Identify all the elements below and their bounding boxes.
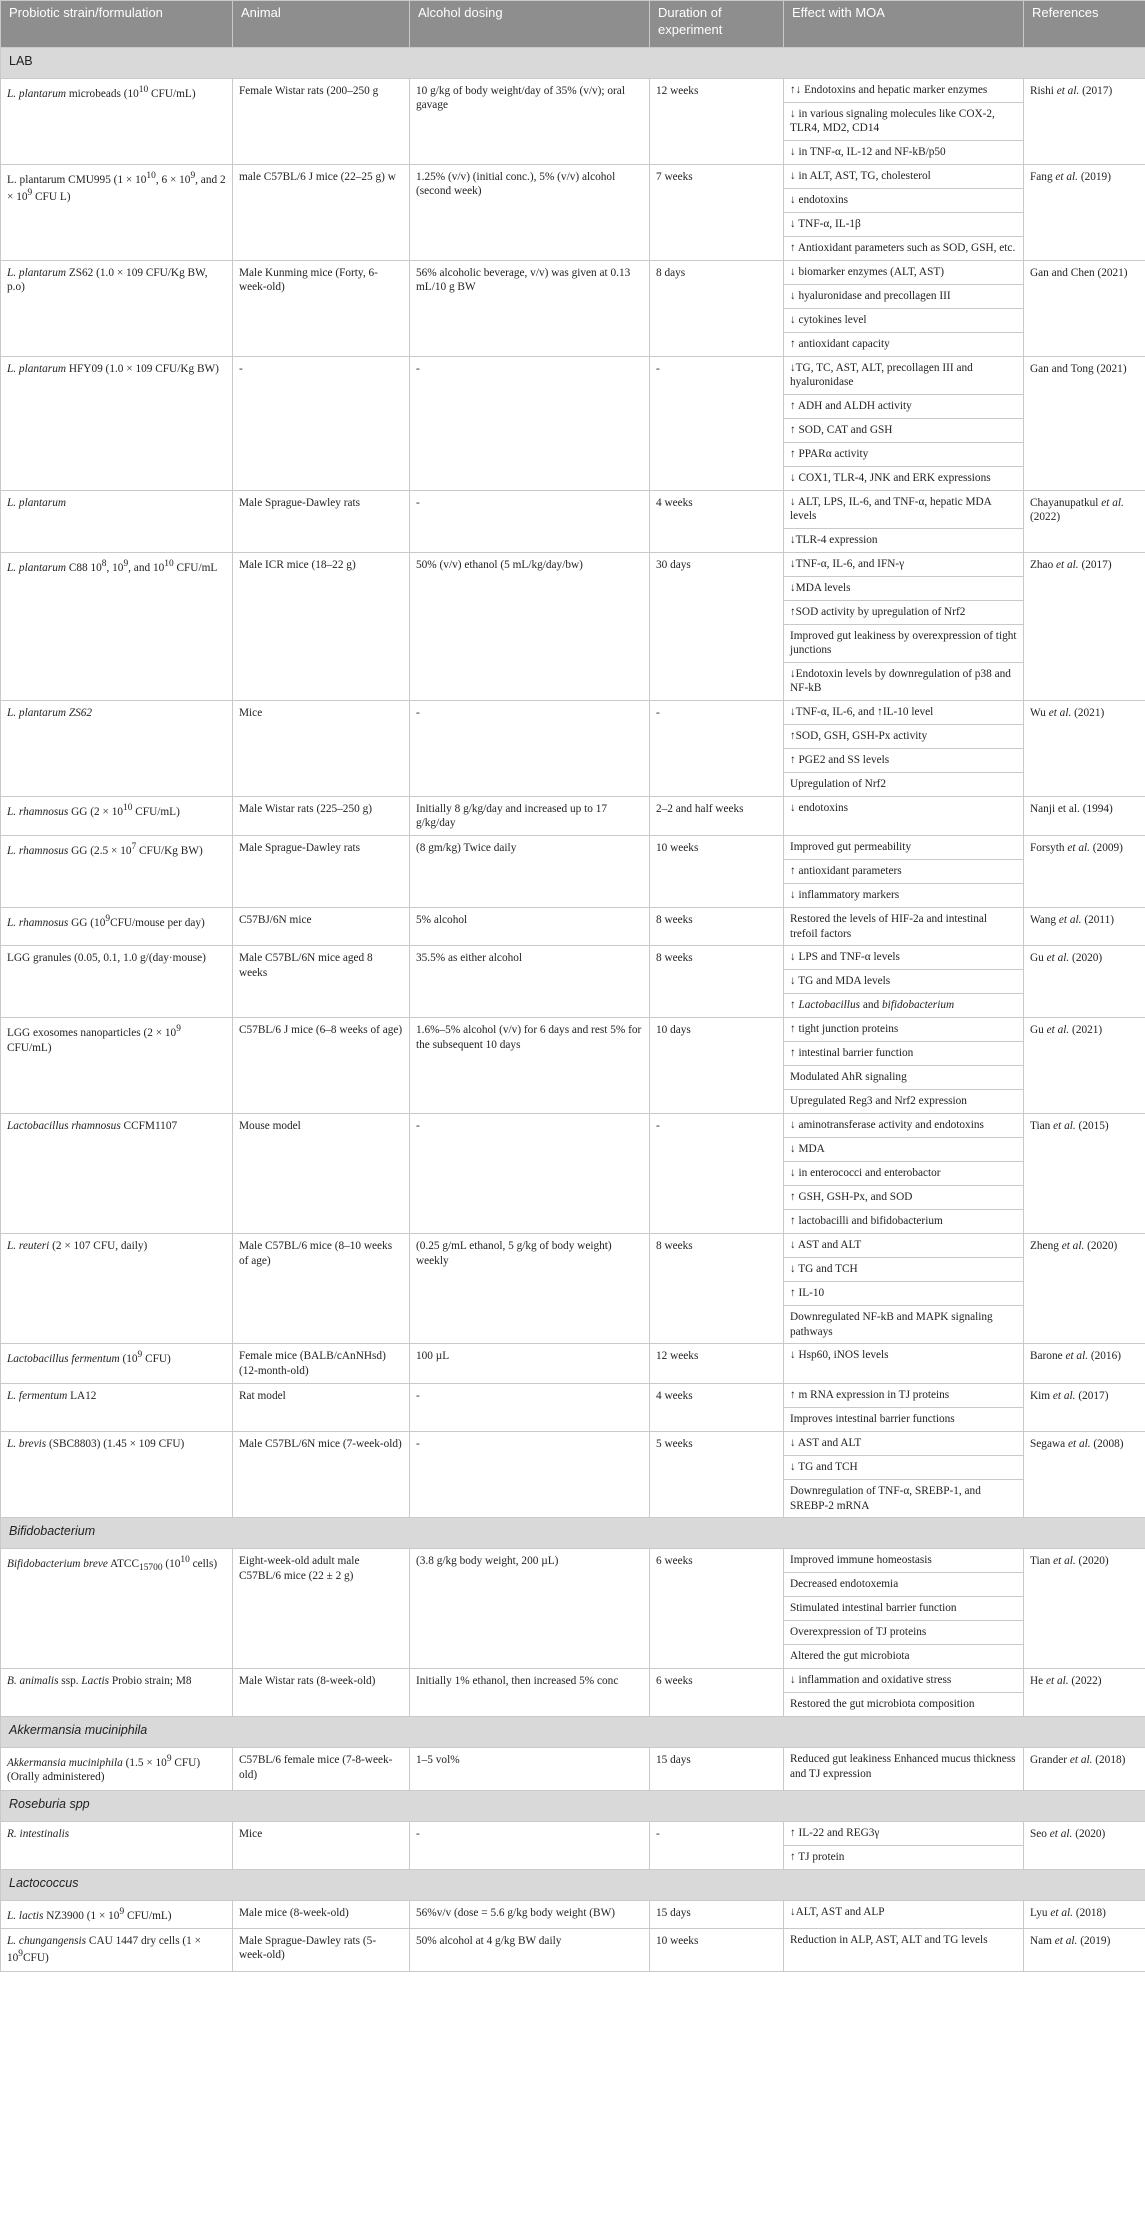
- table-row: [1, 1821, 1145, 1869]
- reference-cell: Gan and Chen (2021): [1024, 260, 1145, 356]
- effect-item: ↑ lactobacilli and bifidobacterium: [790, 1215, 943, 1228]
- duration-cell: 7 weeks: [650, 164, 784, 260]
- duration-cell: 4 weeks: [650, 490, 784, 552]
- effect-item: ↓ aminotransferase activity and endotoxins: [784, 1114, 1023, 1138]
- animal-cell: Male Wistar rats (8-week-old): [233, 1669, 410, 1717]
- effect-item: ↓ AST and ALT: [784, 1432, 1023, 1456]
- dosing-cell: Initially 8 g/kg/day and increased up to 17 g/kg/day: [410, 796, 650, 836]
- effect-item: ↑ m RNA expression in TJ proteins: [784, 1384, 1023, 1408]
- dosing-cell: 10 g/kg of body weight/day of 35% (v/v); oral gavage: [410, 79, 650, 165]
- effect-item: ↓ TG and TCH: [784, 1456, 1023, 1480]
- effect-item: ↑ antioxidant capacity: [790, 337, 890, 350]
- animal-cell: Mice: [233, 1821, 410, 1869]
- duration-cell: 30 days: [650, 552, 784, 700]
- animal-cell: Male Sprague-Dawley rats: [233, 836, 410, 908]
- duration-cell: -: [650, 700, 784, 796]
- animal-cell: Mouse model: [233, 1114, 410, 1234]
- reference-cell: Zhao et al. (2017): [1024, 552, 1145, 700]
- table-row: [1, 1669, 1145, 1717]
- table-row: [1, 164, 1145, 260]
- effect-item: ↓ in ALT, AST, TG, cholesterol: [784, 165, 1023, 189]
- dosing-cell: 100 µL: [410, 1344, 650, 1384]
- reference-cell: Barone et al. (2016): [1024, 1344, 1145, 1384]
- strain-cell: B. animalis ssp. Lactis Probio strain; M8: [1, 1669, 233, 1717]
- duration-cell: 8 weeks: [650, 946, 784, 1018]
- reference-cell: Gan and Tong (2021): [1024, 356, 1145, 490]
- effect-item: ↓TNF-α, IL-6, and IFN-γ: [784, 553, 1023, 577]
- effect-item: ↓Endotoxin levels by downregulation of p38 and NF-kB: [790, 667, 1011, 695]
- animal-cell: C57BL/6 J mice (6–8 weeks of age): [233, 1018, 410, 1114]
- table-row: [1, 79, 1145, 165]
- dosing-cell: -: [410, 490, 650, 552]
- effect-cell: [784, 356, 1024, 490]
- animal-cell: Male Sprague-Dawley rats (5-week-old): [233, 1928, 410, 1971]
- effect-item: Reduced gut leakiness Enhanced mucus thickness and TJ expression: [790, 1753, 1016, 1780]
- animal-cell: Male C57BL/6 mice (8–10 weeks of age): [233, 1234, 410, 1344]
- effect-cell: [784, 908, 1024, 946]
- effect-item: ↓ ALT, LPS, IL-6, and TNF-α, hepatic MDA levels: [784, 491, 1023, 529]
- dosing-cell: (8 gm/kg) Twice daily: [410, 836, 650, 908]
- animal-cell: -: [233, 356, 410, 490]
- effect-cell: [784, 1234, 1024, 1344]
- animal-cell: Female mice (BALB/cAnNHsd) (12-month-old): [233, 1344, 410, 1384]
- strain-cell: Bifidobacterium breve $ATCC_{15700}$ ($10^{10}$ cells): [1, 1549, 233, 1669]
- dosing-cell: (3.8 g/kg body weight, 200 µL): [410, 1549, 650, 1669]
- effect-item: ↑ GSH, GSH-Px, and SOD: [784, 1186, 1023, 1210]
- dosing-cell: 35.5% as either alcohol: [410, 946, 650, 1018]
- reference-cell: Kim et al. (2017): [1024, 1384, 1145, 1432]
- dosing-cell: -: [410, 700, 650, 796]
- table-row: [1, 260, 1145, 356]
- duration-cell: 10 weeks: [650, 836, 784, 908]
- effect-cell: [784, 552, 1024, 700]
- strain-cell: L. chungangensis CAU 1447 dry cells $(1 \times 10^9CFU)$: [1, 1928, 233, 1971]
- strain-cell: Lactobacillus rhamnosus CCFM1107: [1, 1114, 233, 1234]
- effect-item: Improves intestinal barrier functions: [790, 1413, 955, 1426]
- table-row: [1, 1018, 1145, 1114]
- reference-cell: Wang et al. (2011): [1024, 908, 1145, 946]
- table-row: [1, 1432, 1145, 1518]
- effect-cell: [784, 1549, 1024, 1669]
- effect-item: ↓ COX1, TLR-4, JNK and ERK expressions: [790, 471, 991, 484]
- header-references: References: [1024, 1, 1145, 48]
- section-header-row: [1, 1790, 1145, 1821]
- table-row: [1, 836, 1145, 908]
- effect-item: Upregulated Reg3 and Nrf2 expression: [790, 1095, 967, 1108]
- strain-cell: L. plantarum CMU995 ($1 \times 10^{10}$, $6 \times 10^9$, and $2 \times 10^9$ CFU L): [1, 164, 233, 260]
- table-row: [1, 1748, 1145, 1791]
- effect-item: Modulated AhR signaling: [784, 1066, 1023, 1090]
- strain-cell: L. plantarum C88 $10^8$, $10^9$, and $10^{10}$ CFU/mL: [1, 552, 233, 700]
- effect-item: ↑ PGE2 and SS levels: [784, 749, 1023, 773]
- animal-cell: male C57BL/6 J mice (22–25 g) w: [233, 164, 410, 260]
- animal-cell: Male C57BL/6N mice (7-week-old): [233, 1432, 410, 1518]
- animal-cell: Rat model: [233, 1384, 410, 1432]
- strain-cell: R. intestinalis: [1, 1821, 233, 1869]
- effect-item: ↑ IL-22 and REG3γ: [784, 1822, 1023, 1846]
- effect-item: ↓ in enterococci and enterobactor: [784, 1162, 1023, 1186]
- dosing-cell: -: [410, 1432, 650, 1518]
- effect-item: ↓ MDA: [784, 1138, 1023, 1162]
- dosing-cell: 1.25% (v/v) (initial conc.), 5% (v/v) alcohol (second week): [410, 164, 650, 260]
- strain-cell: L. reuteri (2 × 107 CFU, daily): [1, 1234, 233, 1344]
- effect-item: ↑ Lactobacillus and bifidobacterium: [790, 999, 955, 1012]
- strain-cell: L. fermentum LA12: [1, 1384, 233, 1432]
- strain-cell: Lactobacillus fermentum ($10^9$ CFU): [1, 1344, 233, 1384]
- effect-item: ↓ TG and TCH: [784, 1258, 1023, 1282]
- effect-item: ↑ tight junction proteins: [784, 1018, 1023, 1042]
- dosing-cell: -: [410, 1821, 650, 1869]
- animal-cell: Female Wistar rats (200–250 g: [233, 79, 410, 165]
- effect-cell: [784, 700, 1024, 796]
- effect-cell: [784, 1018, 1024, 1114]
- effect-cell: [784, 1928, 1024, 1971]
- strain-cell: L. plantarum ZS62: [1, 700, 233, 796]
- header-animal: Animal: [233, 1, 410, 48]
- animal-cell: Male mice (8-week-old): [233, 1900, 410, 1928]
- reference-cell: Nam et al. (2019): [1024, 1928, 1145, 1971]
- header-strain: Probiotic strain/formulation: [1, 1, 233, 48]
- duration-cell: 8 weeks: [650, 908, 784, 946]
- effect-item: ↓ TG and MDA levels: [784, 970, 1023, 994]
- effect-cell: [784, 164, 1024, 260]
- effect-item: ↓ cytokines level: [784, 309, 1023, 333]
- strain-cell: L. plantarum: [1, 490, 233, 552]
- reference-cell: Seo et al. (2020): [1024, 1821, 1145, 1869]
- table-row: [1, 700, 1145, 796]
- animal-cell: Eight-week-old adult male C57BL/6 mice (22 ± 2 g): [233, 1549, 410, 1669]
- duration-cell: -: [650, 1821, 784, 1869]
- duration-cell: -: [650, 1114, 784, 1234]
- header-effect: Effect with MOA: [784, 1, 1024, 48]
- effect-cell: [784, 1748, 1024, 1791]
- effect-item: Restored the gut microbiota composition: [790, 1698, 975, 1711]
- duration-cell: 8 days: [650, 260, 784, 356]
- effect-item: ↓ LPS and TNF-α levels: [784, 946, 1023, 970]
- reference-cell: Wu et al. (2021): [1024, 700, 1145, 796]
- effect-item: ↓ endotoxins: [784, 189, 1023, 213]
- duration-cell: 2–2 and half weeks: [650, 796, 784, 836]
- reference-cell: Forsyth et al. (2009): [1024, 836, 1145, 908]
- dosing-cell: 1–5 vol%: [410, 1748, 650, 1791]
- header-alcohol-dosing: Alcohol dosing: [410, 1, 650, 48]
- effect-item: ↑ intestinal barrier function: [784, 1042, 1023, 1066]
- table-row: [1, 552, 1145, 700]
- effect-item: Restored the levels of HIF-2a and intestinal trefoil factors: [790, 913, 988, 940]
- section-title: Bifidobacterium: [1, 1518, 1145, 1549]
- effect-item: ↑SOD activity by upregulation of Nrf2: [784, 601, 1023, 625]
- effect-cell: [784, 1114, 1024, 1234]
- effect-item: Improved immune homeostasis: [784, 1549, 1023, 1573]
- effect-item: ↓ AST and ALT: [784, 1234, 1023, 1258]
- effect-item: ↓ inflammation and oxidative stress: [784, 1669, 1023, 1693]
- effect-cell: [784, 796, 1024, 836]
- reference-cell: Lyu et al. (2018): [1024, 1900, 1145, 1928]
- section-header-row: [1, 1869, 1145, 1900]
- duration-cell: 10 weeks: [650, 1928, 784, 1971]
- effect-item: ↓TNF-α, IL-6, and ↑IL-10 level: [784, 701, 1023, 725]
- animal-cell: C57BJ/6N mice: [233, 908, 410, 946]
- effect-item: Reduction in ALP, AST, ALT and TG levels: [790, 1933, 988, 1946]
- effect-item: ↓ALT, AST and ALP: [790, 1905, 885, 1918]
- effect-item: ↑ TJ protein: [790, 1850, 845, 1863]
- animal-cell: Male Wistar rats (225–250 g): [233, 796, 410, 836]
- duration-cell: 8 weeks: [650, 1234, 784, 1344]
- dosing-cell: 50% (v/v) ethanol (5 mL/kg/day/bw): [410, 552, 650, 700]
- strain-cell: L. plantarum HFY09 (1.0 × 109 CFU/Kg BW): [1, 356, 233, 490]
- reference-cell: Gu et al. (2021): [1024, 1018, 1145, 1114]
- reference-cell: He et al. (2022): [1024, 1669, 1145, 1717]
- effect-item: ↑↓ Endotoxins and hepatic marker enzymes: [784, 79, 1023, 103]
- dosing-cell: 56%v/v (dose = 5.6 g/kg body weight (BW): [410, 1900, 650, 1928]
- dosing-cell: (0.25 g/mL ethanol, 5 g/kg of body weight) weekly: [410, 1234, 650, 1344]
- animal-cell: Male Kunming mice (Forty, 6-week-old): [233, 260, 410, 356]
- reference-cell: Tian et al. (2015): [1024, 1114, 1145, 1234]
- section-title: Roseburia spp: [1, 1790, 1145, 1821]
- effect-item: ↑ PPARα activity: [784, 443, 1023, 467]
- duration-cell: -: [650, 356, 784, 490]
- effect-item: ↑ Antioxidant parameters such as SOD, GSH, etc.: [790, 241, 1016, 254]
- dosing-cell: 1.6%–5% alcohol (v/v) for 6 days and rest 5% for the subsequent 10 days: [410, 1018, 650, 1114]
- effect-item: ↑SOD, GSH, GSH-Px activity: [784, 725, 1023, 749]
- duration-cell: 10 days: [650, 1018, 784, 1114]
- table-row: [1, 1928, 1145, 1971]
- animal-cell: C57BL/6 female mice (7-8-week-old): [233, 1748, 410, 1791]
- reference-cell: Tian et al. (2020): [1024, 1549, 1145, 1669]
- table-body: [1, 48, 1145, 1972]
- effect-cell: [784, 1821, 1024, 1869]
- effect-item: ↓ endotoxins: [790, 801, 849, 814]
- dosing-cell: Initially 1% ethanol, then increased 5% conc: [410, 1669, 650, 1717]
- animal-cell: Male Sprague-Dawley rats: [233, 490, 410, 552]
- strain-cell: L. rhamnosus GG ($2 \times 10^{10}$ CFU/mL): [1, 796, 233, 836]
- section-header-row: [1, 1717, 1145, 1748]
- animal-cell: Male ICR mice (18–22 g): [233, 552, 410, 700]
- effect-item: Stimulated intestinal barrier function: [784, 1597, 1023, 1621]
- effect-item: Decreased endotoxemia: [784, 1573, 1023, 1597]
- table-row: [1, 1384, 1145, 1432]
- section-title: Akkermansia muciniphila: [1, 1717, 1145, 1748]
- strain-cell: L. rhamnosus GG ($10^9CFU$/mouse per day): [1, 908, 233, 946]
- duration-cell: 15 days: [650, 1748, 784, 1791]
- effect-item: Improved gut leakiness by overexpression of tight junctions: [784, 625, 1023, 663]
- table-row: [1, 1234, 1145, 1344]
- effect-cell: [784, 1432, 1024, 1518]
- effect-item: ↓ Hsp60, iNOS levels: [790, 1349, 889, 1362]
- effect-item: ↓ in TNF-α, IL-12 and NF-kB/p50: [790, 145, 946, 158]
- animal-cell: Mice: [233, 700, 410, 796]
- effect-item: ↑ SOD, CAT and GSH: [784, 419, 1023, 443]
- strain-cell: LGG exosomes nanoparticles ($2 \times 10^9$ CFU/mL): [1, 1018, 233, 1114]
- table-row: [1, 1549, 1145, 1669]
- effect-item: ↑ ADH and ALDH activity: [784, 395, 1023, 419]
- dosing-cell: -: [410, 1384, 650, 1432]
- effect-item: ↓ biomarker enzymes (ALT, AST): [784, 261, 1023, 285]
- strain-cell: Akkermansia muciniphila ($1.5 \times 10^9$ CFU) (Orally administered): [1, 1748, 233, 1791]
- strain-cell: L. plantarum ZS62 (1.0 × 109 CFU/Kg BW, p.o): [1, 260, 233, 356]
- effect-item: Downregulation of TNF-α, SREBP-1, and SREBP-2 mRNA: [790, 1485, 981, 1512]
- effect-item: Altered the gut microbiota: [790, 1650, 910, 1663]
- effect-cell: [784, 490, 1024, 552]
- duration-cell: 12 weeks: [650, 79, 784, 165]
- effect-item: ↓ in various signaling molecules like COX-2, TLR4, MD2, CD14: [784, 103, 1023, 141]
- effect-cell: [784, 1384, 1024, 1432]
- effect-item: Overexpression of TJ proteins: [784, 1621, 1023, 1645]
- table-row: [1, 796, 1145, 836]
- table-row: [1, 908, 1145, 946]
- table-row: [1, 490, 1145, 552]
- table-row: [1, 946, 1145, 1018]
- dosing-cell: 56% alcoholic beverage, v/v) was given at 0.13 mL/10 g BW: [410, 260, 650, 356]
- effect-cell: [784, 946, 1024, 1018]
- effect-item: ↓ inflammatory markers: [790, 889, 900, 902]
- animal-cell: Male C57BL/6N mice aged 8 weeks: [233, 946, 410, 1018]
- dosing-cell: -: [410, 356, 650, 490]
- duration-cell: 5 weeks: [650, 1432, 784, 1518]
- section-title: LAB: [1, 48, 1145, 79]
- dosing-cell: 5% alcohol: [410, 908, 650, 946]
- duration-cell: 4 weeks: [650, 1384, 784, 1432]
- effect-item: ↑ antioxidant parameters: [784, 860, 1023, 884]
- effect-item: Upregulation of Nrf2: [790, 777, 886, 790]
- section-title: Lactococcus: [1, 1869, 1145, 1900]
- effect-cell: [784, 79, 1024, 165]
- strain-cell: L. brevis (SBC8803) (1.45 × 109 CFU): [1, 1432, 233, 1518]
- reference-cell: Grander et al. (2018): [1024, 1748, 1145, 1791]
- dosing-cell: 50% alcohol at 4 g/kg BW daily: [410, 1928, 650, 1971]
- effect-item: ↓TG, TC, AST, ALT, precollagen III and hyaluronidase: [784, 357, 1023, 395]
- effect-item: Improved gut permeability: [784, 836, 1023, 860]
- effect-item: ↓ TNF-α, IL-1β: [784, 213, 1023, 237]
- effect-item: ↓MDA levels: [784, 577, 1023, 601]
- reference-cell: Segawa et al. (2008): [1024, 1432, 1145, 1518]
- header-duration: Duration of experiment: [650, 1, 784, 48]
- effect-item: ↑ IL-10: [784, 1282, 1023, 1306]
- effect-cell: [784, 1900, 1024, 1928]
- effect-cell: [784, 1344, 1024, 1384]
- duration-cell: 6 weeks: [650, 1549, 784, 1669]
- header-row: [1, 1, 1145, 48]
- duration-cell: 15 days: [650, 1900, 784, 1928]
- effect-cell: [784, 836, 1024, 908]
- effect-item: ↓TLR-4 expression: [790, 533, 878, 546]
- strain-cell: L. lactis NZ3900 ($1 \times 10^9$ CFU/mL): [1, 1900, 233, 1928]
- effect-item: ↓ hyaluronidase and precollagen III: [784, 285, 1023, 309]
- reference-cell: Chayanupatkul et al. (2022): [1024, 490, 1145, 552]
- reference-cell: Rishi et al. (2017): [1024, 79, 1145, 165]
- table-row: [1, 1114, 1145, 1234]
- reference-cell: Fang et al. (2019): [1024, 164, 1145, 260]
- duration-cell: 12 weeks: [650, 1344, 784, 1384]
- strain-cell: L. rhamnosus GG ($2.5 \times 10^7$ CFU/Kg BW): [1, 836, 233, 908]
- reference-cell: Zheng et al. (2020): [1024, 1234, 1145, 1344]
- reference-cell: Nanji et al. (1994): [1024, 796, 1145, 836]
- section-header-row: [1, 48, 1145, 79]
- strain-cell: L. plantarum microbeads ($10^{10}$ CFU/mL): [1, 79, 233, 165]
- table-row: [1, 1344, 1145, 1384]
- effect-cell: [784, 260, 1024, 356]
- table-row: [1, 356, 1145, 490]
- duration-cell: 6 weeks: [650, 1669, 784, 1717]
- dosing-cell: -: [410, 1114, 650, 1234]
- table-row: [1, 1900, 1145, 1928]
- strain-cell: LGG granules (0.05, 0.1, 1.0 g/(day·mouse): [1, 946, 233, 1018]
- effect-item: Downregulated NF-kB and MAPK signaling pathways: [790, 1311, 993, 1338]
- section-header-row: [1, 1518, 1145, 1549]
- reference-cell: Gu et al. (2020): [1024, 946, 1145, 1018]
- effect-cell: [784, 1669, 1024, 1717]
